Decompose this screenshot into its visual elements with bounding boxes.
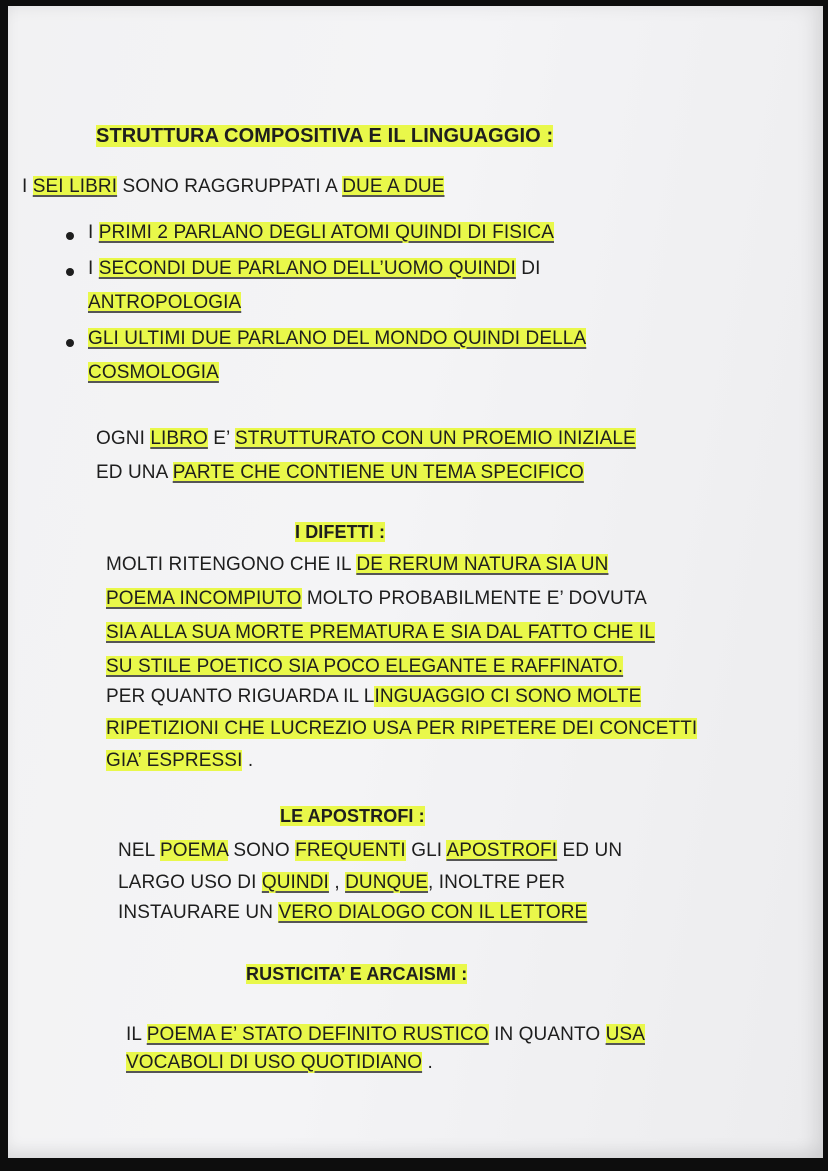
intro-line [22, 176, 444, 199]
highlight: LIBRO [150, 428, 208, 449]
bullet-item-3 [88, 328, 586, 351]
paragraph-line [96, 428, 636, 451]
highlight: SIA ALLA SUA MORTE PREMATURA E SIA DAL FATTO CHE IL [106, 622, 655, 643]
highlight: GLI ULTIMI DUE PARLANO DEL MONDO QUINDI DELLA [88, 328, 587, 349]
text: PER QUANTO RIGUARDA IL L [106, 686, 375, 707]
highlight: SECONDI DUE PARLANO DELL’UOMO QUINDI [98, 258, 516, 279]
highlight: POEMA E’ STATO DEFINITO RUSTICO [146, 1024, 489, 1045]
paragraph-line [118, 902, 587, 925]
highlight: COSMOLOGIA [88, 362, 219, 383]
bullet-item-2 [88, 258, 540, 281]
highlight: PARTE CHE CONTIENE UN TEMA SPECIFICO [172, 462, 584, 483]
text: ED UNA [96, 462, 173, 483]
text: NEL [118, 840, 160, 861]
highlight: SU STILE POETICO SIA POCO ELEGANTE E RAFFINATO. [106, 656, 624, 677]
title-highlight: RUSTICITA’ E ARCAISMI : [246, 964, 468, 984]
text: . [422, 1052, 433, 1073]
text: SONO [228, 840, 296, 861]
section-title-difetti [295, 522, 385, 544]
highlight: PRIMI 2 PARLANO DEGLI ATOMI QUINDI DI FISICA [98, 222, 554, 243]
highlight: STRUTTURATO CON UN PROEMIO INIZIALE [235, 428, 636, 449]
highlight: USA [605, 1024, 645, 1045]
paragraph-line [106, 554, 608, 577]
highlight: DE RERUM NATURA SIA UN [356, 554, 609, 575]
text: E’ [207, 428, 236, 449]
highlight: DUNQUE [345, 872, 429, 893]
section-title-rusticita [246, 964, 467, 986]
bullet-item-2-cont [88, 292, 241, 315]
text: SONO RAGGRUPPATI A [117, 176, 343, 197]
section-title-apostrofi [280, 806, 425, 828]
title-highlight: LE APOSTROFI : [280, 806, 425, 826]
paragraph-line [106, 588, 647, 611]
text: IL [126, 1024, 147, 1045]
highlight: POEMA [159, 840, 229, 861]
bullet-dot [66, 232, 74, 240]
text: ED UN [557, 840, 623, 861]
paragraph-line [118, 872, 565, 895]
highlight: SEI LIBRI [32, 176, 118, 197]
text: I [22, 176, 33, 197]
paragraph-line [106, 686, 641, 709]
text: I [88, 222, 99, 243]
text: GLI [405, 840, 447, 861]
text: INSTAURARE UN [118, 902, 279, 923]
text: , [328, 872, 346, 893]
highlight: FREQUENTI [295, 840, 406, 861]
highlight: INGUAGGIO CI SONO MOLTE [374, 686, 642, 707]
highlight: GIA’ ESPRESSI [106, 750, 243, 771]
highlight: QUINDI [261, 872, 329, 893]
highlight: APOSTROFI [446, 840, 558, 861]
paragraph-line [106, 718, 697, 741]
highlight: VOCABOLI DI USO QUOTIDIANO [126, 1052, 423, 1073]
highlight: DUE A DUE [342, 176, 445, 197]
paragraph-line [106, 750, 253, 773]
bullet-dot [66, 339, 74, 347]
bullet-item-1 [88, 222, 554, 245]
text: , INOLTRE PER [428, 872, 566, 893]
highlight: VERO DIALOGO CON IL LETTORE [278, 902, 588, 923]
paragraph-line [126, 1024, 645, 1047]
paragraph-line [118, 840, 622, 863]
paragraph-line [96, 462, 584, 485]
text: IN QUANTO [488, 1024, 606, 1045]
paragraph-line [106, 656, 623, 679]
document-page [8, 6, 823, 1158]
text: . [242, 750, 254, 771]
text: I [88, 258, 99, 279]
paragraph-line [126, 1052, 433, 1075]
highlight: POEMA INCOMPIUTO [106, 588, 302, 609]
highlight: ANTROPOLOGIA [88, 292, 242, 313]
text: MOLTI RITENGONO CHE IL [106, 554, 357, 575]
paragraph-line [106, 622, 655, 645]
text: OGNI [96, 428, 151, 449]
text: DI [515, 258, 541, 279]
section-title-struttura [96, 124, 553, 148]
text: MOLTO PROBABILMENTE E’ DOVUTA [301, 588, 647, 609]
title-highlight: I DIFETTI : [295, 522, 386, 542]
highlight: RIPETIZIONI CHE LUCREZIO USA PER RIPETERE DEI CONCETTI [106, 718, 698, 739]
bullet-dot [66, 268, 74, 276]
text: LARGO USO DI [118, 872, 262, 893]
title-highlight: STRUTTURA COMPOSITIVA E IL LINGUAGGIO : [96, 125, 554, 147]
bullet-item-3-cont [88, 362, 219, 385]
